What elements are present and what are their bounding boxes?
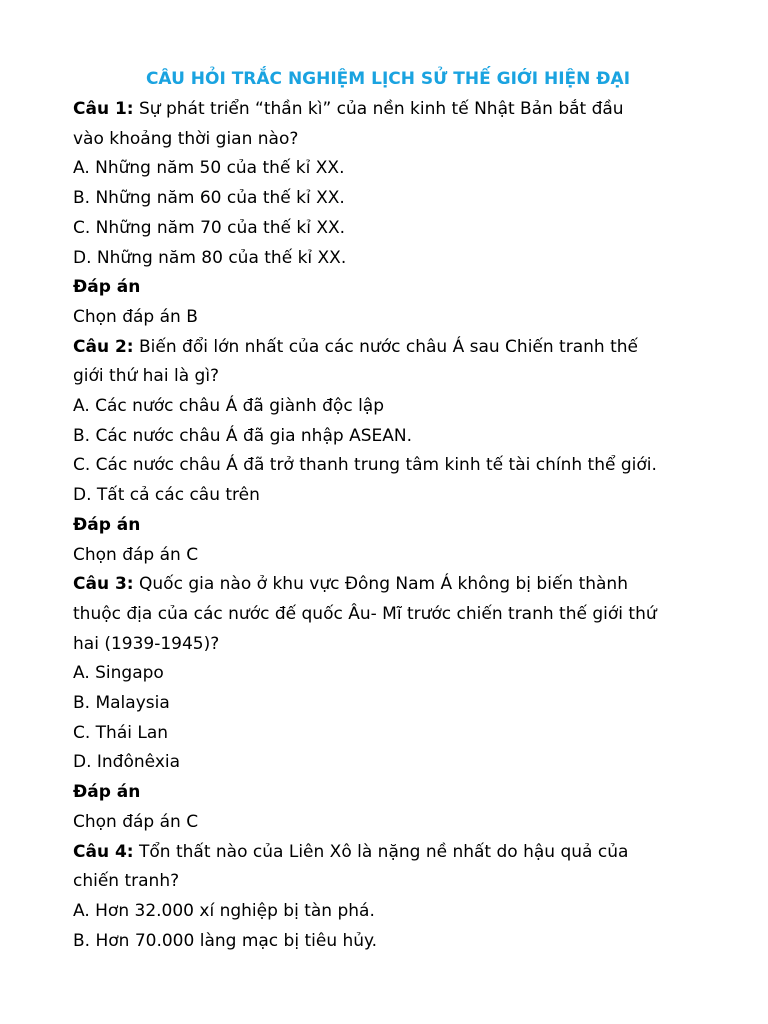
question-1-option-a: A. Những năm 50 của thế kỉ XX. [73,158,345,179]
question-1-answer-heading: Đáp án [73,277,141,298]
question-4 [73,838,728,957]
question-4-option-a: A. Hơn 32.000 xí nghiệp bị tàn phá. [73,900,375,921]
question-1-label: Câu 1: [73,99,134,119]
question-1-text-2: vào khoảng thời gian nào? [73,128,299,149]
question-3-answer-heading: Đáp án [73,782,141,803]
question-2-option-d: D. Tất cả các câu trên [73,485,260,506]
question-2 [73,333,728,571]
question-3-option-b: B. Malaysia [73,693,170,714]
question-4-line-1 [73,838,728,868]
question-1-option-b: B. Những năm 60 của thế kỉ XX. [73,188,345,209]
question-2-answer: Chọn đáp án C [73,544,199,565]
question-2-text-1: Biến đổi lớn nhất của các nước châu Á sau Chiến tranh thế [139,336,638,357]
question-3-line-1 [73,570,728,600]
question-1-option-d: D. Những năm 80 của thế kỉ XX. [73,247,347,268]
question-4-option-b: B. Hơn 70.000 làng mạc bị tiêu hủy. [73,930,378,951]
question-1-option-c: C. Những năm 70 của thế kỉ XX. [73,217,346,238]
page-title: CÂU HỎI TRẮC NGHIỆM LỊCH SỬ THẾ GIỚI HIỆN ĐẠI [145,69,631,89]
question-3-label: Câu 3: [73,574,134,595]
question-3 [73,570,728,837]
question-2-answer-heading: Đáp án [73,514,141,535]
question-2-label: Câu 2: [73,336,134,357]
question-2-option-c: C. Các nước châu Á đã trở thanh trung tâm kinh tế tài chính thể giới. [73,455,657,476]
question-2-option-a: A. Các nước châu Á đã giành độc lập [73,396,384,417]
question-2-text-2: giới thứ hai là gì? [73,366,220,387]
question-1-line-1 [73,95,728,125]
question-2-line-1 [73,333,728,363]
question-1-answer: Chọn đáp án B [73,306,198,327]
question-3-text-3: hai (1939-1945)? [73,633,220,654]
question-3-text-2: thuộc địa của các nước đế quốc Âu- Mĩ trước chiến tranh thế giới thứ [73,603,657,624]
question-3-text-1: Quốc gia nào ở khu vực Đông Nam Á không bị biến thành [139,574,628,595]
question-3-option-a: A. Singapo [73,663,164,684]
question-1 [73,95,728,333]
question-1-text-1: Sự phát triển “thần kì” của nền kinh tế Nhật Bản bắt đầu [139,99,624,119]
question-3-option-d: D. Inđônêxia [73,752,181,773]
question-4-text-1: Tổn thất nào của Liên Xô là nặng nề nhất do hậu quả của [139,841,629,862]
question-4-label: Câu 4: [73,841,134,862]
question-4-text-2: chiến tranh? [73,871,180,892]
question-3-option-c: C. Thái Lan [73,722,169,743]
question-2-option-b: B. Các nước châu Á đã gia nhập ASEAN. [73,425,412,446]
question-3-answer: Chọn đáp án C [73,811,199,832]
